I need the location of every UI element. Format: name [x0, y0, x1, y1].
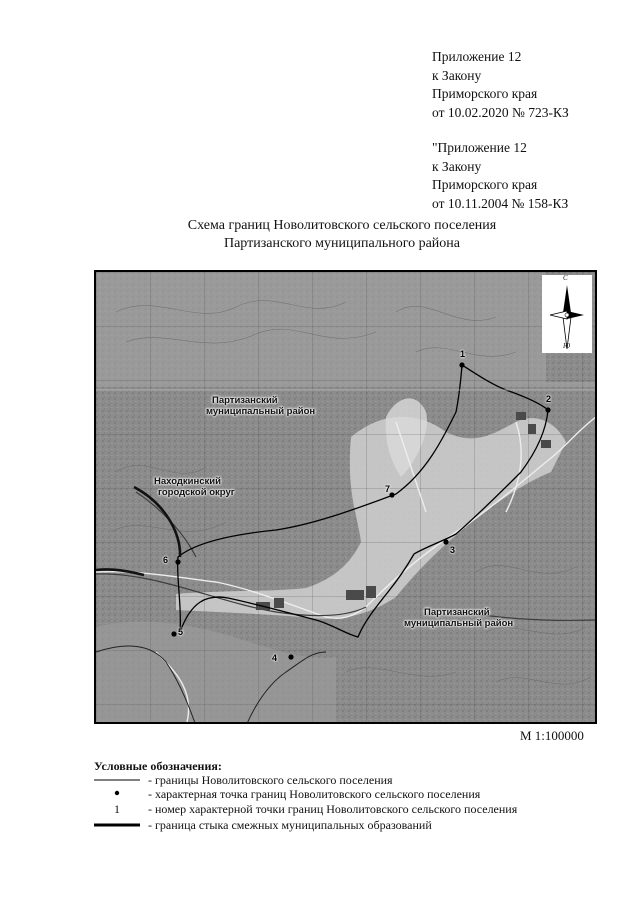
dot-symbol: [94, 787, 140, 801]
header-line: от 10.02.2020 № 723-КЗ: [432, 104, 569, 120]
map-canvas: [96, 272, 597, 724]
header-line: от 10.11.2004 № 158-КЗ: [432, 195, 569, 211]
boundary-point-1: [459, 362, 464, 367]
map-title-line-2: Партизанского муниципального района: [223, 236, 460, 251]
label-partizansky-north: Партизанский муниципальный район: [206, 395, 316, 417]
header-line: Приморского края: [432, 177, 538, 192]
compass-south: Ю: [563, 342, 571, 350]
legend-item: - граница стыка смежных муниципальных образований: [94, 818, 614, 832]
point-number-5: 5: [178, 627, 184, 637]
compass-north: С: [563, 274, 568, 282]
number-symbol: 1: [114, 802, 120, 816]
legend-item: - характерная точка границ Новолитовского сельского поселения: [94, 787, 614, 801]
header-line: к Закону: [432, 158, 482, 174]
boundary-point-6: [175, 559, 180, 564]
map-title-line-1: Схема границ Новолитовского сельского поселения: [187, 218, 497, 233]
label-partizansky-south: Партизанский муниципальный район: [404, 607, 514, 629]
boundary-map: [94, 270, 597, 724]
legend-item: - границы Новолитовского сельского поселения: [94, 773, 614, 787]
point-number-7: 7: [385, 484, 391, 494]
header-line: "Приложение 12: [432, 140, 527, 155]
legend-item: 1 - номер характерной точки границ Новолитовского сельского поселения: [94, 802, 614, 816]
point-number-6: 6: [163, 555, 169, 565]
thin-line-symbol: [94, 773, 140, 787]
point-number-3: 3: [450, 545, 456, 555]
compass-rose: [542, 275, 592, 353]
map-scale: М 1:100000: [520, 728, 584, 743]
point-number-4: 4: [272, 653, 278, 663]
header-line: Приморского края: [432, 86, 538, 101]
header-line: к Закону: [432, 67, 482, 83]
appendix-header: [432, 48, 569, 213]
boundary-point-4: [288, 654, 293, 659]
map-title: [0, 217, 640, 253]
boundary-point-7: [389, 492, 394, 497]
point-number-1: 1: [460, 349, 466, 359]
thick-line-symbol: [94, 818, 140, 832]
legend-title: Условные обозначения:: [94, 759, 222, 773]
header-line: Приложение 12: [432, 49, 522, 64]
boundary-point-3: [443, 539, 448, 544]
label-nakhodkinsky: Находкинский городской округ: [154, 476, 235, 498]
point-number-2: 2: [546, 394, 552, 404]
boundary-point-5: [171, 631, 176, 636]
boundary-point-2: [545, 407, 550, 412]
